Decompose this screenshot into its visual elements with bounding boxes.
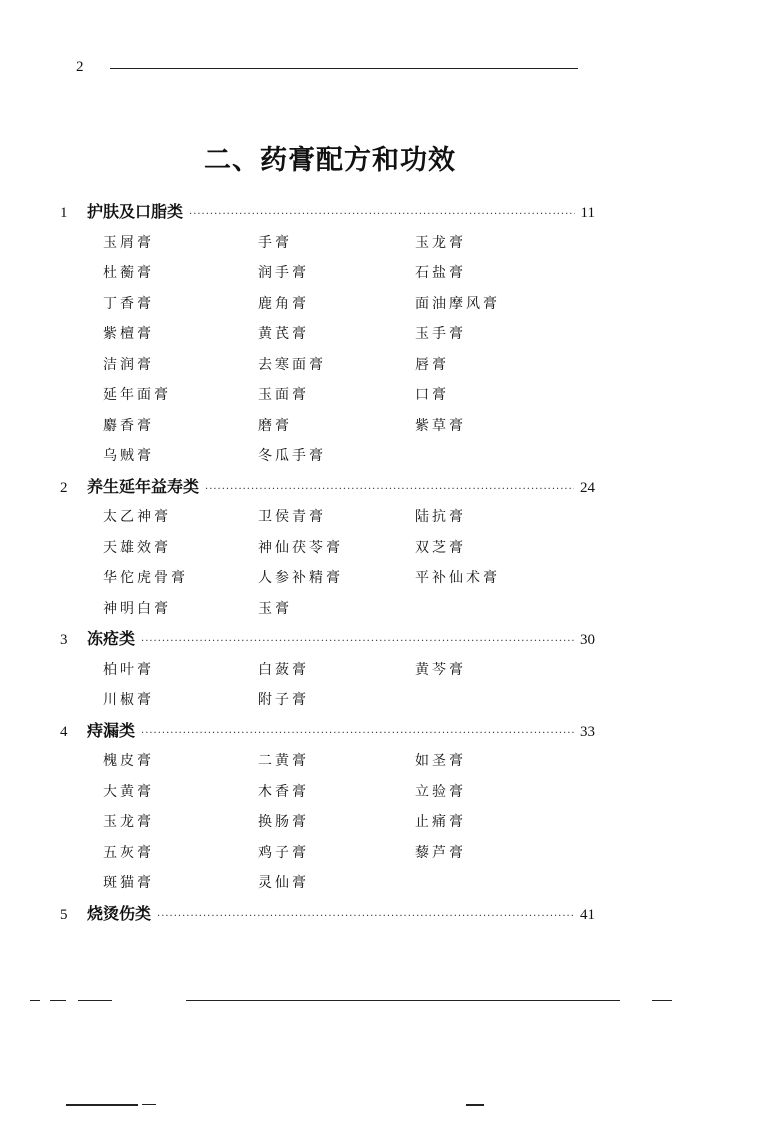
toc-item[interactable]: 玉面膏 <box>258 387 309 403</box>
section-page-number: 11 <box>580 205 595 221</box>
divider <box>50 1000 66 1001</box>
table-of-contents <box>60 197 595 929</box>
section-page-number: 24 <box>580 479 595 496</box>
toc-item[interactable]: 石盐膏 <box>415 265 466 281</box>
toc-item[interactable]: 止痛膏 <box>415 814 466 830</box>
toc-item-row <box>60 411 595 442</box>
header-rule <box>110 68 578 69</box>
toc-item[interactable]: 双芝膏 <box>415 539 466 556</box>
divider <box>78 1000 112 1001</box>
toc-item[interactable]: 丁香膏 <box>103 295 154 312</box>
section-title: 冻疮类 <box>87 629 136 648</box>
section-title: 养生延年益寿类 <box>87 476 200 496</box>
toc-item-row <box>60 807 595 838</box>
toc-item[interactable]: 延年面膏 <box>103 387 171 403</box>
toc-item[interactable]: 麝香膏 <box>103 417 154 434</box>
toc-item[interactable]: 平补仙术膏 <box>415 570 500 586</box>
toc-item[interactable]: 人参补精膏 <box>258 570 343 586</box>
toc-item-row <box>60 319 595 350</box>
toc-item-row <box>60 502 595 533</box>
toc-item[interactable]: 卫侯青膏 <box>258 509 326 525</box>
toc-item-row <box>60 441 595 472</box>
section-title: 烧烫伤类 <box>87 903 152 923</box>
section-number: 2 <box>60 479 68 496</box>
toc-item-row <box>60 777 595 808</box>
section-title: 痔漏类 <box>87 720 136 740</box>
toc-item[interactable]: 灵仙膏 <box>258 875 309 891</box>
toc-item[interactable]: 鸡子膏 <box>258 844 309 861</box>
toc-item[interactable]: 手膏 <box>258 234 292 251</box>
toc-item[interactable]: 大黄膏 <box>103 783 154 800</box>
toc-item[interactable]: 天雄效膏 <box>103 539 171 556</box>
toc-item[interactable]: 川椒膏 <box>103 692 154 708</box>
toc-section-heading[interactable] <box>60 899 595 930</box>
toc-item[interactable]: 紫檀膏 <box>103 326 154 342</box>
dot-leader <box>141 627 574 658</box>
toc-section-heading[interactable] <box>60 716 595 747</box>
toc-item[interactable]: 乌贼膏 <box>103 448 154 464</box>
toc-item[interactable]: 槐皮膏 <box>103 753 154 769</box>
section-page-number: 30 <box>580 632 595 648</box>
toc-item[interactable]: 口膏 <box>415 387 449 403</box>
section-page-number: 33 <box>580 723 595 740</box>
chapter-title: 二、药膏配方和功效 <box>204 145 456 176</box>
divider <box>652 1000 672 1001</box>
section-number: 4 <box>60 723 68 740</box>
toc-item-row <box>60 533 595 564</box>
toc-item[interactable]: 立验膏 <box>415 783 466 800</box>
toc-item[interactable]: 陆抗膏 <box>415 509 466 525</box>
section-title: 护肤及口脂类 <box>87 202 184 221</box>
toc-item-row <box>60 289 595 320</box>
toc-item[interactable]: 玉膏 <box>258 600 292 617</box>
divider <box>30 1000 40 1001</box>
toc-item[interactable]: 黄芩膏 <box>415 661 466 678</box>
toc-item-row <box>60 655 595 686</box>
toc-item[interactable]: 面油摩风膏 <box>415 295 500 312</box>
toc-item-row <box>60 746 595 777</box>
toc-item[interactable]: 附子膏 <box>258 692 309 708</box>
dot-leader <box>141 719 574 750</box>
toc-item[interactable]: 玉手膏 <box>415 326 466 342</box>
toc-item[interactable]: 太乙神膏 <box>103 509 171 525</box>
toc-item-row <box>60 380 595 411</box>
dot-leader <box>157 902 574 933</box>
toc-item[interactable]: 二黄膏 <box>258 753 309 769</box>
toc-item[interactable]: 斑猫膏 <box>103 875 154 891</box>
toc-item-row <box>60 838 595 869</box>
toc-item[interactable]: 如圣膏 <box>415 753 466 769</box>
section-number: 5 <box>60 906 68 923</box>
toc-item[interactable]: 换肠膏 <box>258 814 309 830</box>
dot-leader <box>189 200 575 231</box>
toc-item[interactable]: 木香膏 <box>258 783 309 800</box>
divider <box>186 1000 620 1001</box>
toc-item-row <box>60 258 595 289</box>
toc-item[interactable]: 唇膏 <box>415 356 449 373</box>
toc-item-row <box>60 563 595 594</box>
toc-item[interactable]: 磨膏 <box>258 417 292 434</box>
toc-item[interactable]: 玉屑膏 <box>103 234 154 251</box>
toc-section-heading[interactable] <box>60 197 595 228</box>
toc-item[interactable]: 神仙茯苓膏 <box>258 539 343 556</box>
toc-item-row <box>60 685 595 716</box>
toc-item[interactable]: 润手膏 <box>258 265 309 281</box>
section-number: 3 <box>60 632 68 648</box>
section-page-number: 41 <box>580 906 595 923</box>
toc-item[interactable]: 去寒面膏 <box>258 356 326 373</box>
toc-item[interactable]: 紫草膏 <box>415 417 466 434</box>
toc-item[interactable]: 黄芪膏 <box>258 326 309 342</box>
toc-section-heading[interactable] <box>60 472 595 503</box>
toc-item-row <box>60 594 595 625</box>
divider <box>142 1104 156 1105</box>
toc-item-row <box>60 350 595 381</box>
toc-item[interactable]: 神明白膏 <box>103 600 171 617</box>
toc-item[interactable]: 华佗虎骨膏 <box>103 570 188 586</box>
toc-item-row <box>60 228 595 259</box>
toc-item[interactable]: 柏叶膏 <box>103 661 154 678</box>
page-number: 2 <box>76 59 84 75</box>
toc-item[interactable]: 洁润膏 <box>103 356 154 373</box>
section-number: 1 <box>60 205 68 221</box>
toc-item[interactable]: 藜芦膏 <box>415 844 466 861</box>
divider <box>66 1104 138 1106</box>
toc-section-heading[interactable] <box>60 624 595 655</box>
divider <box>466 1104 484 1106</box>
toc-item[interactable]: 五灰膏 <box>103 844 154 861</box>
toc-item[interactable]: 鹿角膏 <box>258 295 309 312</box>
toc-item[interactable]: 玉龙膏 <box>103 814 154 830</box>
toc-item[interactable]: 杜蘅膏 <box>103 265 154 281</box>
toc-item[interactable]: 冬瓜手膏 <box>258 448 326 464</box>
dot-leader <box>205 475 574 506</box>
toc-item-row <box>60 868 595 899</box>
toc-item[interactable]: 白蔹膏 <box>258 661 309 678</box>
toc-item[interactable]: 玉龙膏 <box>415 234 466 251</box>
